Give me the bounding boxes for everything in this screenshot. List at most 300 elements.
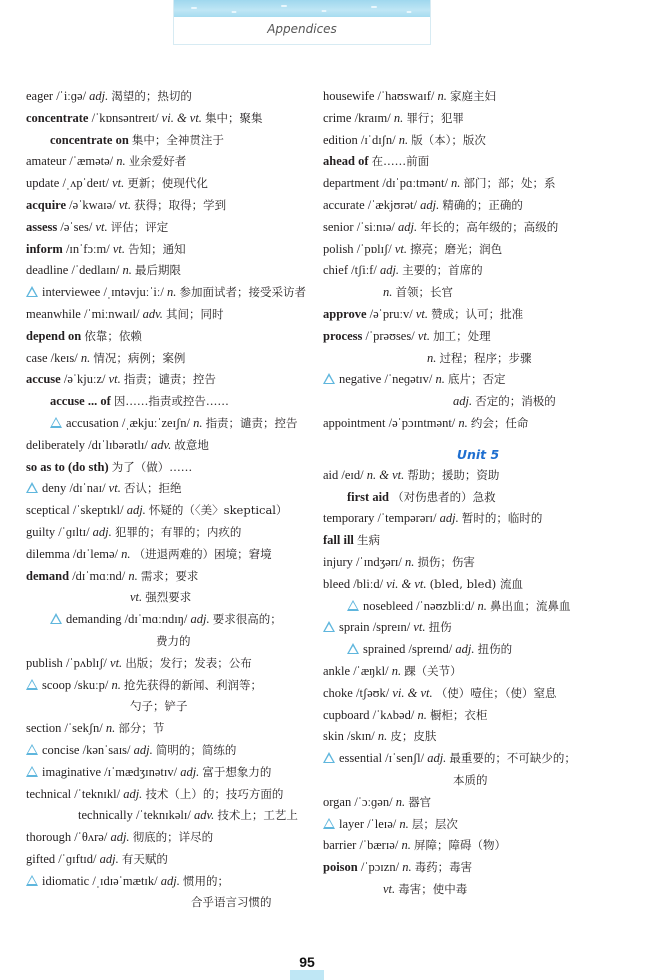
definition: 简明的；简练的 [155,742,237,757]
phonetic: /ˈɡɪftɪd/ [58,851,97,866]
definition: 部门；部；处；系 [463,176,556,191]
headword: acquire [26,197,67,212]
glossary-entry [26,566,316,588]
definition: 告知；通知 [128,241,186,256]
phonetic: /dɪˈlɪbərətlɪ/ [88,437,148,452]
glossary-entry [323,552,633,574]
glossary-entry [26,587,316,609]
glossary-entry [26,544,316,566]
glossary-entry [323,617,633,639]
part-of-speech: adj. [398,219,418,234]
definition: 部分；节 [118,721,165,736]
definition: 出版；发行；发表；公布 [125,655,252,670]
glossary-entry [323,596,633,618]
definition: 犯罪的；有罪的；内疚的 [114,524,242,539]
phonetic: /ˌækjuːˈzeɪʃn/ [121,415,190,430]
part-of-speech: n. & vt. [366,467,405,482]
triangle-marker-icon [50,613,62,624]
phonetic: /dɪˈpɑːtmənt/ [382,176,448,191]
definition: （进退两难的）困境；窘境 [133,546,272,561]
headword: section [26,721,62,736]
phonetic: /ɪˈdɪʃn/ [360,132,396,147]
phonetic: /ˈskeptɪkl/ [72,503,124,518]
headword: barrier [323,838,357,853]
glossary-entry [323,465,633,487]
glossary-entry [323,508,633,530]
glossary-entry [26,500,316,522]
definition: 彻底的；详尽的 [132,830,214,845]
part-of-speech: vt. [108,372,121,387]
phonetic: /ˈnəʊzbliːd/ [416,598,475,613]
part-of-speech: vt. [130,590,143,605]
definition: 因……指责或控告…… [113,394,229,409]
glossary-entry [26,217,316,239]
headword: demanding [66,612,122,627]
glossary-entry [323,195,633,217]
definition: 生病 [357,533,381,548]
phonetic: /ˈɡɪltɪ/ [58,524,90,539]
glossary-entry [26,631,316,653]
headword: eager [26,89,54,103]
part-of-speech: vi. & vt. [161,110,202,125]
glossary-entry [323,726,633,748]
definition: (bled, bled) 流血 [429,576,523,591]
right-glossary-column [323,86,633,901]
phonetic: /skɪn/ [346,729,375,744]
headword: process [323,328,363,343]
part-of-speech: n. [427,350,437,365]
headword: assess [26,219,58,234]
part-of-speech: vi. & vt. [392,685,433,700]
phonetic: /ˈteknɪkəlɪ/ [135,808,191,823]
part-of-speech: vt. [417,328,430,343]
part-of-speech: adj. [180,764,200,779]
part-of-speech: n. [393,110,404,125]
phonetic: /ˈbærɪə/ [359,838,399,853]
headword: accuse [26,372,61,387]
part-of-speech: vt. [383,881,396,896]
headword: temporary [323,511,375,526]
phonetic: /əˈpɔɪntmənt/ [388,415,456,430]
glossary-entry [323,260,633,282]
part-of-speech: vt. [415,306,428,321]
definition: 抢先获得的新闻、利润等； [123,677,262,692]
glossary-entry [323,326,633,348]
glossary-entry [26,522,316,544]
definition: （使）噎住；（使）窒息 [435,685,557,700]
glossary-entry [26,326,316,348]
part-of-speech: vt. [110,655,123,670]
phonetic: /tʃiːf/ [351,263,377,278]
definition: （对伤患者的）急救 [392,489,496,504]
part-of-speech: vi. & vt. [386,576,427,591]
definition: 家庭主妇 [449,89,496,103]
phonetic: /ˈmiːnwaɪl/ [83,306,140,321]
definition: 技术（上）的；技巧方面的 [145,786,284,801]
definition: 其间；同时 [166,306,224,321]
glossary-entry [26,304,316,326]
part-of-speech: adv. [150,437,172,452]
glossary-entry [26,827,316,849]
headword: housewife [323,89,375,103]
part-of-speech: n. [166,285,177,300]
headword: chief [323,263,348,278]
glossary-entry [323,530,633,552]
part-of-speech: n. [404,554,415,569]
glossary-entry [323,151,633,173]
headword: depend on [26,328,82,343]
glossary-entry [26,609,316,631]
headword: publish [26,655,63,670]
headword: ankle [323,663,351,678]
definition: 年长的；高年级的；高级的 [420,219,559,234]
definition: 毒药；毒害 [414,860,473,875]
glossary-entry [26,653,316,675]
phonetic: /ˌɪntəvjuːˈiː/ [103,285,164,300]
definition: 渴望的；热切的 [111,89,192,103]
part-of-speech: adj. [420,197,440,212]
definition: 底片；否定 [448,372,506,387]
glossary-entry [26,282,316,304]
glossary-entry [323,391,633,413]
part-of-speech: n. [128,568,138,583]
phonetic: /keɪs/ [50,350,78,365]
triangle-marker-icon [323,818,335,829]
part-of-speech: n. [377,729,388,744]
glossary-entry [323,639,633,661]
headword: crime [323,110,352,125]
definition: 赞成；认可；批准 [431,306,524,321]
part-of-speech: adj. [160,873,180,888]
glossary-entry [26,435,316,457]
triangle-marker-icon [26,875,38,886]
glossary-entry [26,391,316,413]
phonetic: /ˈæŋkl/ [353,663,389,678]
definition: 橱柜；衣柜 [429,707,488,722]
headword: concentrate on [50,132,129,147]
part-of-speech: adj. [133,742,153,757]
definition: 器官 [408,794,432,809]
glossary-entry [26,195,316,217]
headword: so as to (do sth) [26,459,109,474]
headword: bleed [323,576,351,591]
definition: 过程；程序；步骤 [439,350,532,365]
glossary-entry [323,239,633,261]
glossary-entry [26,784,316,806]
phonetic: /ˈneɡətɪv/ [384,372,433,387]
headword: sprained [363,642,406,657]
headword: concentrate [26,110,89,125]
part-of-speech: n. [398,132,409,147]
definition: 惯用的； [182,873,229,888]
part-of-speech: n. [111,677,121,692]
headword: update [26,176,60,191]
glossary-entry [26,762,316,784]
glossary-entry [26,740,316,762]
phonetic: /dɪˈlemə/ [72,546,118,561]
glossary-entry [26,173,316,195]
part-of-speech: n. [80,350,91,365]
definition: 层；层次 [411,816,458,831]
definition: 踝（关节） [404,663,462,678]
headword: technical [26,786,72,801]
glossary-entry [323,814,633,836]
water-droplets-decoration [174,0,430,17]
headword: department [323,176,380,191]
definition: 屏障；障碍（物） [413,838,506,853]
definition: 版（本）；版次 [411,132,486,147]
headword: sprain [339,620,370,635]
glossary-entry [26,457,316,479]
glossary-entry [323,282,633,304]
headword: interviewee [42,285,101,300]
part-of-speech: adj. [455,642,475,657]
glossary-entry [323,661,633,683]
phonetic: /ˈsiːnɪə/ [356,219,395,234]
headword: deny [42,481,67,496]
glossary-entry [26,413,316,435]
page-number-text: 95 [290,952,324,970]
glossary-entry [323,348,633,370]
phonetic: /ˈdedlaɪn/ [71,263,120,278]
part-of-speech: n. [451,176,461,191]
phonetic: /ˌʌpˈdeɪt/ [62,176,109,191]
phonetic: /əˈses/ [60,219,93,234]
glossary-entry [323,217,633,239]
part-of-speech: n. [121,546,131,561]
part-of-speech: adj. [190,612,210,627]
part-of-speech: adv. [193,808,215,823]
glossary-entry [26,369,316,391]
part-of-speech: n. [391,663,402,678]
definition: 在……前面 [371,154,430,169]
headword: polish [323,241,354,256]
headword: negative [339,372,382,387]
headword: poison [323,860,358,875]
headword: organ [323,794,352,809]
part-of-speech: n. [402,860,412,875]
headword: guilty [26,524,56,539]
glossary-entry [26,239,316,261]
glossary-entry [26,675,316,697]
phonetic: /spreɪn/ [372,620,411,635]
page-number [290,952,324,980]
definition: 依靠；依赖 [84,328,142,343]
headword: senior [323,219,354,234]
glossary-entry [323,683,633,705]
headword: cupboard [323,707,370,722]
part-of-speech: vt. [112,241,125,256]
part-of-speech: n. [395,794,406,809]
headword: choke [323,685,353,700]
glossary-entry [323,857,633,879]
part-of-speech: adj. [427,751,447,766]
definition: 擦亮；磨光；润色 [410,241,503,256]
part-of-speech: n. [383,285,393,300]
glossary-entry [26,849,316,871]
triangle-marker-icon [323,373,335,384]
headword: amateur [26,154,67,169]
phonetic: /dɪˈmɑːndɪŋ/ [124,612,188,627]
definition: 勺子；铲子 [130,699,188,714]
part-of-speech: vt. [112,176,125,191]
page-number-bar [290,970,324,980]
glossary-entry [26,696,316,718]
triangle-marker-icon [50,417,62,428]
headword: first aid [347,489,390,504]
glossary-entry [26,892,316,914]
part-of-speech: n. [401,838,411,853]
definition: 为了（做）…… [111,459,193,474]
glossary-entry [323,369,633,391]
glossary-entry [323,487,633,509]
part-of-speech: n. [105,721,116,736]
phonetic: /ˈkɒnsəntreɪt/ [91,110,159,125]
definition: 有天赋的 [121,851,168,866]
glossary-entry [26,108,316,130]
definition: 精确的；正确的 [442,197,523,212]
part-of-speech: adj. [89,89,109,103]
glossary-entry [323,705,633,727]
triangle-marker-icon [26,679,38,690]
glossary-entry [26,871,316,893]
definition: 需求；要求 [140,568,199,583]
definition: 约会；任命 [470,415,529,430]
headword: thorough [26,830,72,845]
headword: skin [323,729,344,744]
headword: inform [26,241,63,256]
part-of-speech: n. [399,816,409,831]
headword: case [26,350,48,365]
part-of-speech: adj. [92,524,112,539]
phonetic: /dɪˈnaɪ/ [69,481,106,496]
definition: 加工；处理 [433,328,491,343]
glossary-entry [323,413,633,435]
glossary-entry [323,574,633,596]
glossary-entry [26,260,316,282]
definition: 帮助；援助；资助 [407,467,500,482]
phonetic: /ˈɪndʒərɪ/ [355,554,402,569]
definition: 强烈要求 [145,590,192,605]
part-of-speech: adj. [126,503,146,518]
definition: 费力的 [156,633,191,648]
definition: 本质的 [453,772,488,787]
phonetic: /ˈiːɡə/ [56,89,87,103]
triangle-marker-icon [347,600,359,611]
phonetic: /ˈpɔɪzn/ [360,860,400,875]
headword: layer [339,816,364,831]
headword: demand [26,568,70,583]
glossary-entry [26,348,316,370]
part-of-speech: vt. [413,620,426,635]
glossary-entry [26,478,316,500]
phonetic: /ˈsekʃn/ [64,721,103,736]
triangle-marker-icon [347,643,359,654]
phonetic: /kənˈsaɪs/ [82,742,131,757]
part-of-speech: n. [116,154,126,169]
phonetic: /ˈteknɪkl/ [74,786,121,801]
headword: injury [323,554,353,569]
definition: 最后期限 [135,263,181,278]
headword: gifted [26,851,56,866]
phonetic: /skuːp/ [74,677,109,692]
part-of-speech: adj. [123,786,143,801]
definition: 否认；拒绝 [123,481,182,496]
glossary-entry [323,173,633,195]
phonetic: /ˈleɪə/ [367,816,397,831]
part-of-speech: n. [477,598,487,613]
triangle-marker-icon [26,482,38,493]
headword: meanwhile [26,306,81,321]
headword: ahead of [323,154,369,169]
glossary-entry [323,130,633,152]
definition: 暂时的；临时的 [461,511,543,526]
definition: 富于想象力的 [202,764,272,779]
definition: 首领；长官 [395,285,453,300]
definition: 最重要的；不可缺少的； [449,751,576,766]
headword: nosebleed [363,598,413,613]
definition: 主要的；首席的 [402,263,483,278]
part-of-speech: n. [122,263,132,278]
phonetic: /ˈæmətə/ [69,154,114,169]
definition: 参加面试者；接受采访者 [179,285,306,300]
phonetic: /ˈθʌrə/ [74,830,108,845]
definition: 集中；聚集 [205,110,263,125]
headword: approve [323,306,367,321]
phonetic: /ˌɪdɪəˈmætɪk/ [92,873,158,888]
glossary-entry [323,108,633,130]
headword: accuse ... of [50,394,111,409]
part-of-speech: n. [458,415,468,430]
phonetic: /eɪd/ [341,467,364,482]
definition: 获得；取得；学到 [134,197,227,212]
phonetic: /ˈækjʊrət/ [367,197,417,212]
headword: concise [42,742,80,757]
part-of-speech: n. [437,89,447,103]
headword: edition [323,132,358,147]
phonetic: /dɪˈmɑːnd/ [72,568,126,583]
definition: 指责；谴责；控告 [205,415,298,430]
part-of-speech: vt. [394,241,407,256]
phonetic: /ˈhaʊswaɪf/ [377,89,435,103]
part-of-speech: vt. [108,481,121,496]
headword: aid [323,467,339,482]
glossary-entry [323,879,633,901]
definition: 毒害；使中毒 [398,881,468,896]
triangle-marker-icon [323,621,335,632]
definition: 皮；皮肤 [390,729,437,744]
definition: 更新；使现代化 [127,176,208,191]
phonetic: /əˈkjuːz/ [63,372,106,387]
definition: 合乎语言习惯的 [191,895,272,910]
phonetic: /ˈtempərərɪ/ [377,511,437,526]
definition: 集中；全神贯注于 [131,132,224,147]
definition: 怀疑的（〈美〉skeptical） [148,503,288,518]
part-of-speech: adj. [453,394,473,409]
glossary-entry [26,130,316,152]
phonetic: /tʃəʊk/ [355,685,390,700]
triangle-marker-icon [26,286,38,297]
glossary-entry [323,86,633,108]
part-of-speech: vt. [118,197,131,212]
headword: fall ill [323,533,354,548]
triangle-marker-icon [26,766,38,777]
phonetic: /ɪnˈfɔːm/ [65,241,110,256]
glossary-entry [26,86,316,108]
headword: essential [339,751,383,766]
part-of-speech: adj. [379,263,400,278]
page-header-title: Appendices [267,22,337,36]
